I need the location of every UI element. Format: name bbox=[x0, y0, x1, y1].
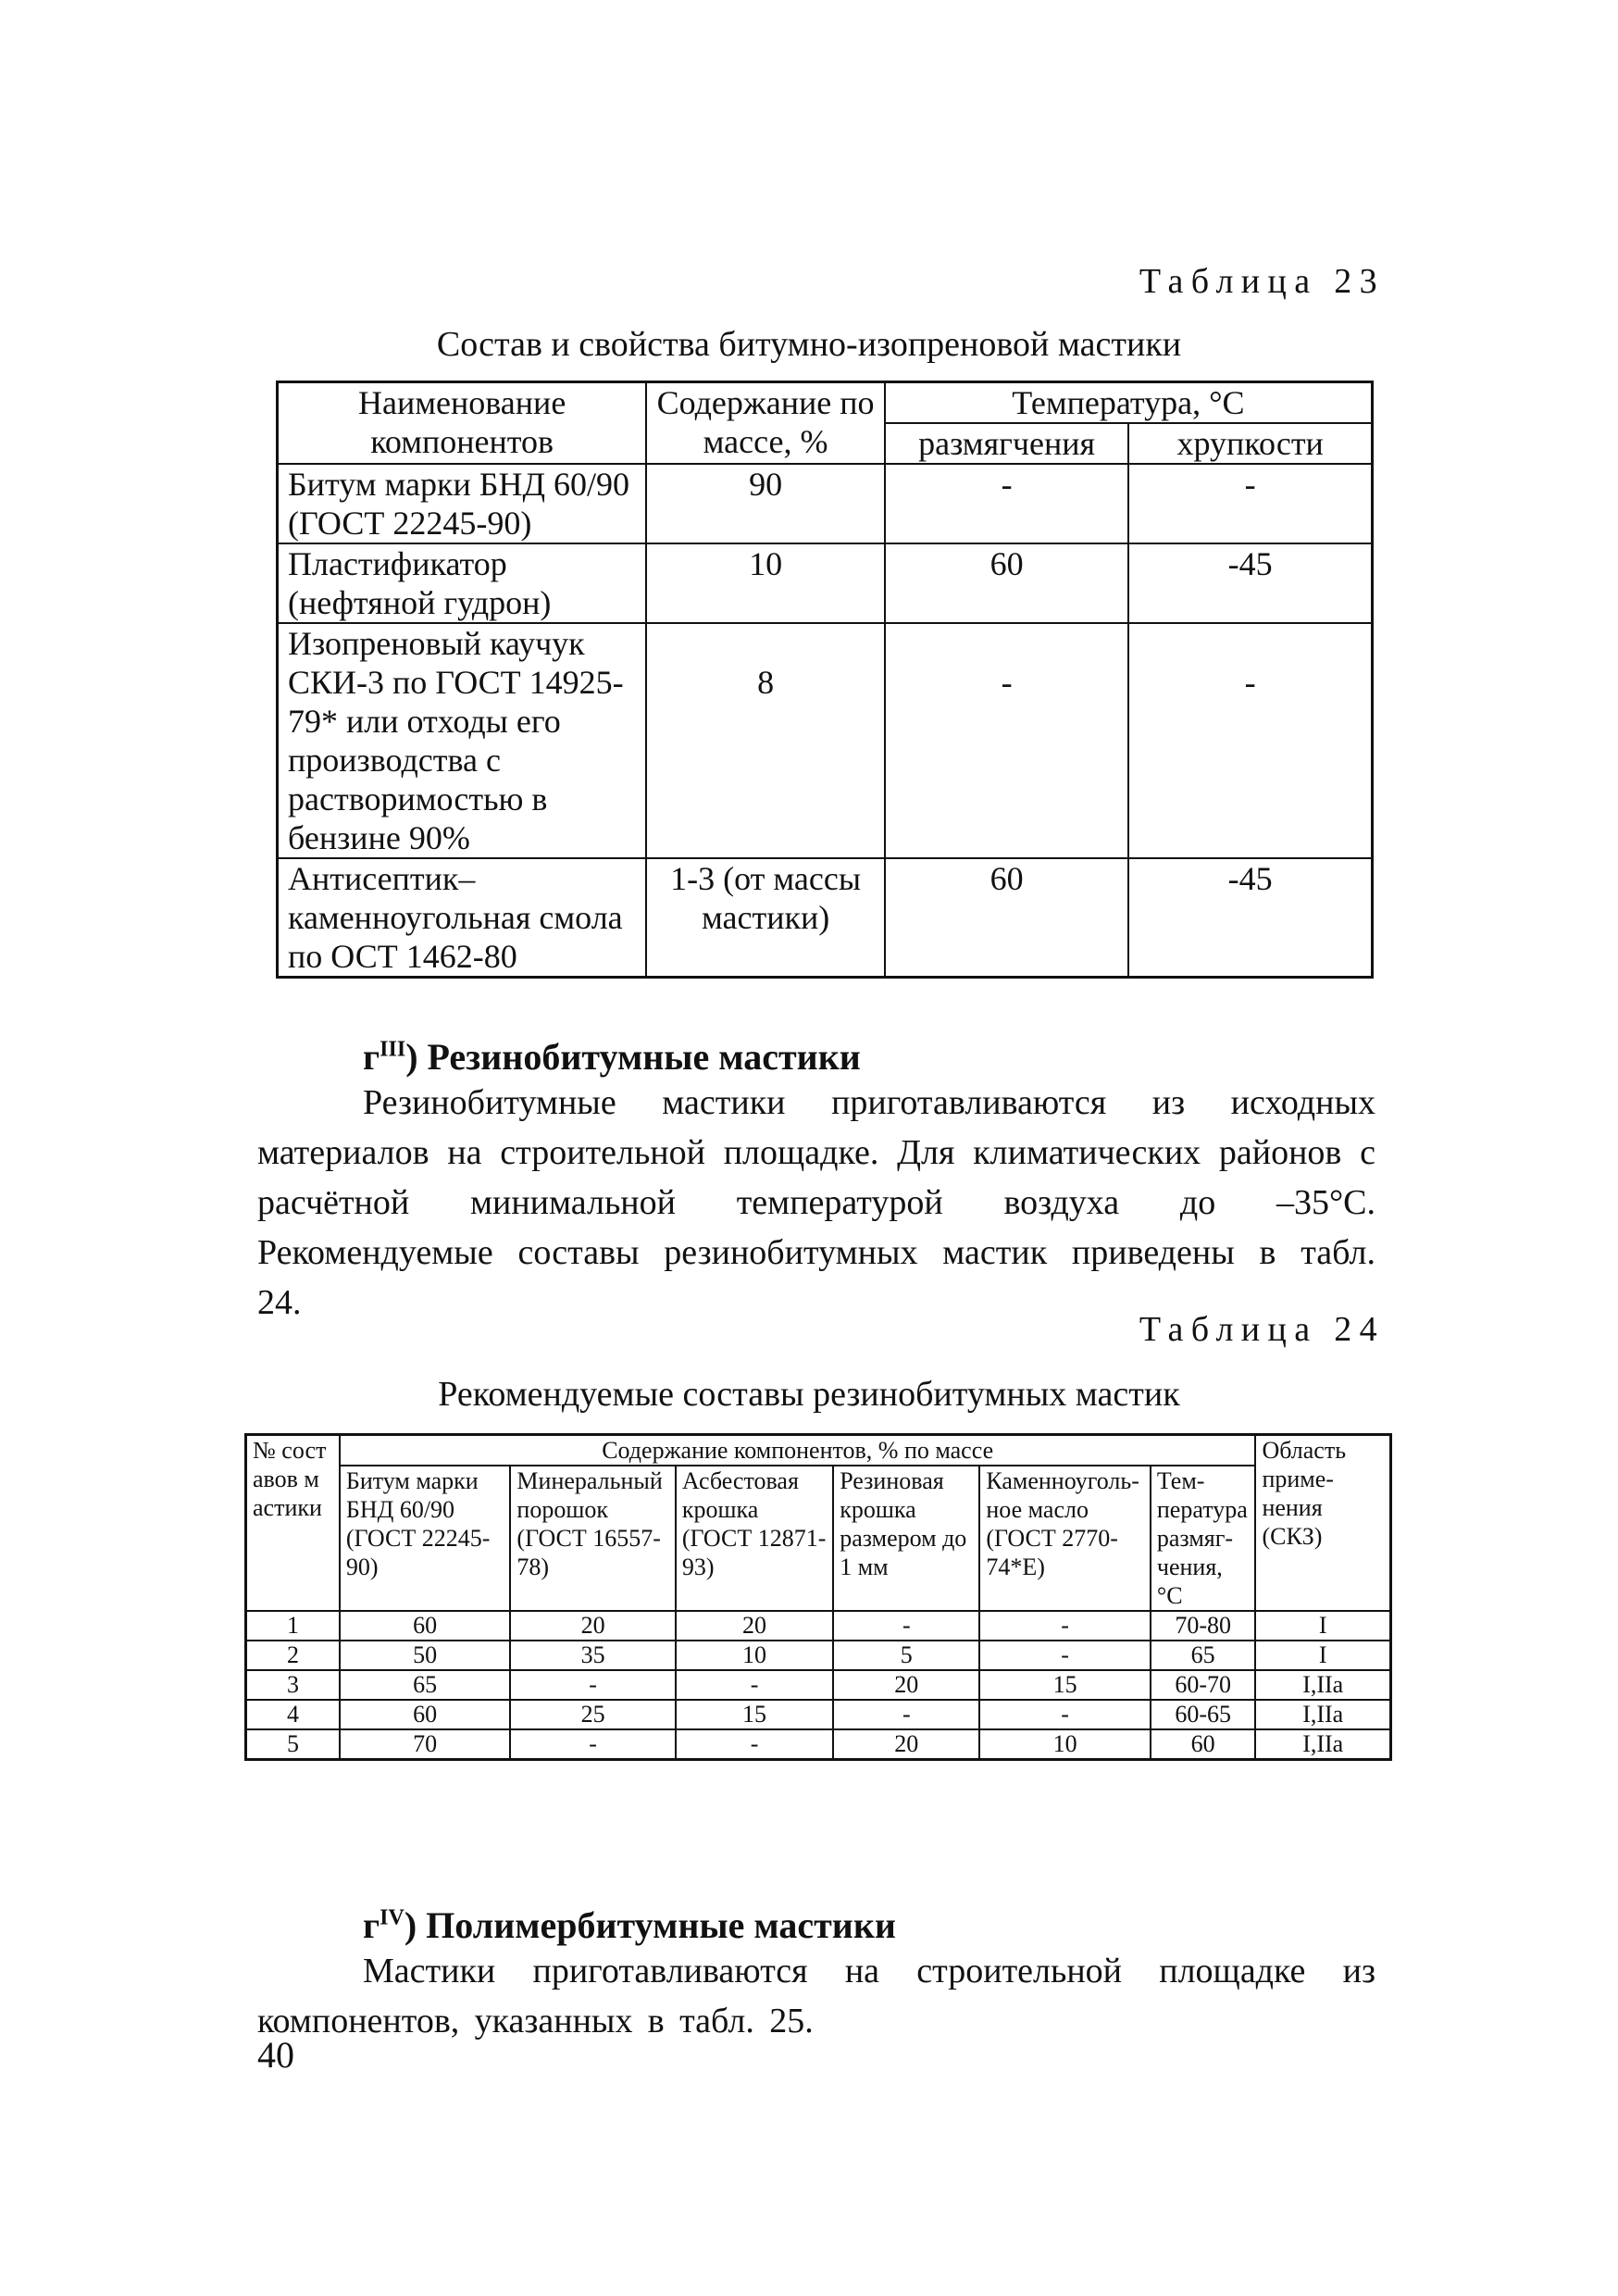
cell-bitumen: 70 bbox=[340, 1729, 511, 1760]
table-row bbox=[246, 1641, 1391, 1670]
cell-name: Изопреновый каучук СКИ-3 по ГОСТ 14925-79* или отходы его производства с растворимостью в бензине 90% bbox=[278, 623, 647, 858]
cell-softening: - bbox=[885, 464, 1128, 543]
table-24-title: Рекомендуемые составы резинобитумных мастик bbox=[438, 1375, 1180, 1414]
cell-number: 4 bbox=[246, 1700, 340, 1729]
cell-bitumen: 60 bbox=[340, 1611, 511, 1641]
header-components: Содержание компонентов, % по массе bbox=[340, 1435, 1256, 1466]
cell-area: I,IIa bbox=[1255, 1670, 1390, 1700]
cell-asbestos: - bbox=[676, 1729, 833, 1760]
heading-marker: г bbox=[363, 1904, 380, 1946]
cell-name: Битум марки БНД 60/90 (ГОСТ 22245-90) bbox=[278, 464, 647, 543]
cell-mineral: - bbox=[510, 1670, 675, 1700]
paragraph-polymer-bitumen: Мастики приготавливаются на строительной площадке из компонентов, указанных в табл. 25. bbox=[257, 1952, 1375, 2040]
cell-coal-oil: - bbox=[979, 1611, 1151, 1641]
cell-mineral: 25 bbox=[510, 1700, 675, 1729]
cell-asbestos: 10 bbox=[676, 1641, 833, 1670]
table-24 bbox=[244, 1433, 1392, 1761]
cell-number: 3 bbox=[246, 1670, 340, 1700]
cell-content: 8 bbox=[646, 623, 885, 858]
cell-mineral: 20 bbox=[510, 1611, 675, 1641]
cell-softening: 60 bbox=[885, 858, 1128, 978]
cell-brittleness: - bbox=[1128, 464, 1372, 543]
cell-temp: 60-70 bbox=[1151, 1670, 1256, 1700]
cell-number: 2 bbox=[246, 1641, 340, 1670]
cell-rubber: 20 bbox=[833, 1670, 979, 1700]
header-component-name: Наименование компонентов bbox=[278, 382, 647, 465]
cell-coal-oil: - bbox=[979, 1641, 1151, 1670]
table-row bbox=[246, 1611, 1391, 1641]
cell-mineral: 35 bbox=[510, 1641, 675, 1670]
cell-temp: 60 bbox=[1151, 1729, 1256, 1760]
header-rubber: Резиновая крошка размером до 1 мм bbox=[833, 1466, 979, 1611]
cell-area: I,IIa bbox=[1255, 1700, 1390, 1729]
cell-bitumen: 65 bbox=[340, 1670, 511, 1700]
cell-name: Антисептик– каменноугольная смола по ОСТ 1462-80 bbox=[278, 858, 647, 978]
table-24-label: Таблица 24 bbox=[1139, 1310, 1385, 1349]
section-heading-rubber-bitumen bbox=[363, 1035, 861, 1079]
heading-text: ) Резинобитумные мастики bbox=[405, 1036, 861, 1078]
section-heading-polymer-bitumen bbox=[363, 1903, 896, 1947]
table-row bbox=[278, 464, 1373, 543]
table-row bbox=[246, 1729, 1391, 1760]
cell-area: I,IIa bbox=[1255, 1729, 1390, 1760]
cell-area: I bbox=[1255, 1641, 1390, 1670]
heading-text: ) Полимербитумные мастики bbox=[404, 1904, 896, 1946]
header-brittleness: хрупкости bbox=[1128, 423, 1372, 464]
cell-number: 1 bbox=[246, 1611, 340, 1641]
cell-rubber: 20 bbox=[833, 1729, 979, 1760]
cell-coal-oil: - bbox=[979, 1700, 1151, 1729]
cell-area: I bbox=[1255, 1611, 1390, 1641]
cell-bitumen: 50 bbox=[340, 1641, 511, 1670]
cell-rubber: - bbox=[833, 1700, 979, 1729]
cell-content: 1-3 (от массы мастики) bbox=[646, 858, 885, 978]
header-area: Область применения (СКЗ) bbox=[1255, 1435, 1390, 1612]
cell-temp: 65 bbox=[1151, 1641, 1256, 1670]
table-row bbox=[246, 1700, 1391, 1729]
cell-asbestos: 20 bbox=[676, 1611, 833, 1641]
table-row bbox=[278, 623, 1373, 858]
cell-softening: - bbox=[885, 623, 1128, 858]
cell-coal-oil: 10 bbox=[979, 1729, 1151, 1760]
table-23-label: Таблица 23 bbox=[1139, 262, 1385, 301]
table-23-title: Состав и свойства битумно-изопреновой мастики bbox=[436, 325, 1182, 364]
heading-marker-sup: IV bbox=[380, 1905, 404, 1930]
cell-bitumen: 60 bbox=[340, 1700, 511, 1729]
table-row bbox=[278, 858, 1373, 978]
header-softening: размягчения bbox=[885, 423, 1128, 464]
cell-brittleness: -45 bbox=[1128, 858, 1372, 978]
cell-asbestos: 15 bbox=[676, 1700, 833, 1729]
cell-brittleness: -45 bbox=[1128, 543, 1372, 623]
table-row bbox=[278, 543, 1373, 623]
header-content: Содержание по массе, % bbox=[646, 382, 885, 465]
paragraph-rubber-bitumen: Резинобитумные мастики приготавливаются из исходных материалов на строительной площадке. Для климатических районов с расчётной минимальной температурой воздуха до –35°С. Рекомендуемые составы резинобитумных мастик приведены в табл. 24. bbox=[257, 1083, 1375, 1322]
cell-mineral: - bbox=[510, 1729, 675, 1760]
cell-brittleness: - bbox=[1128, 623, 1372, 858]
header-coal-oil: Каменноугольное масло (ГОСТ 2770- 74*Е) bbox=[979, 1466, 1151, 1611]
header-temperature: Температура, °С bbox=[885, 382, 1373, 424]
header-number: № составов мастики bbox=[246, 1435, 340, 1612]
cell-temp: 60-65 bbox=[1151, 1700, 1256, 1729]
cell-content: 90 bbox=[646, 464, 885, 543]
cell-asbestos: - bbox=[676, 1670, 833, 1700]
cell-softening: 60 bbox=[885, 543, 1128, 623]
header-asbestos: Асбестовая крошка (ГОСТ 12871-93) bbox=[676, 1466, 833, 1611]
cell-number: 5 bbox=[246, 1729, 340, 1760]
heading-marker-sup: III bbox=[380, 1037, 406, 1062]
cell-coal-oil: 15 bbox=[979, 1670, 1151, 1700]
heading-marker: г bbox=[363, 1036, 380, 1078]
table-23 bbox=[276, 381, 1374, 979]
cell-rubber: - bbox=[833, 1611, 979, 1641]
cell-content: 10 bbox=[646, 543, 885, 623]
table-row bbox=[246, 1670, 1391, 1700]
cell-rubber: 5 bbox=[833, 1641, 979, 1670]
header-bitumen: Битум марки БНД 60/90 (ГОСТ 22245-90) bbox=[340, 1466, 511, 1611]
header-mineral: Минеральный порошок (ГОСТ 16557-78) bbox=[510, 1466, 675, 1611]
cell-temp: 70-80 bbox=[1151, 1611, 1256, 1641]
cell-name: Пластификатор (нефтяной гудрон) bbox=[278, 543, 647, 623]
page-number: 40 bbox=[257, 2034, 294, 2076]
header-temp: Температура размягчения, °С bbox=[1151, 1466, 1256, 1611]
